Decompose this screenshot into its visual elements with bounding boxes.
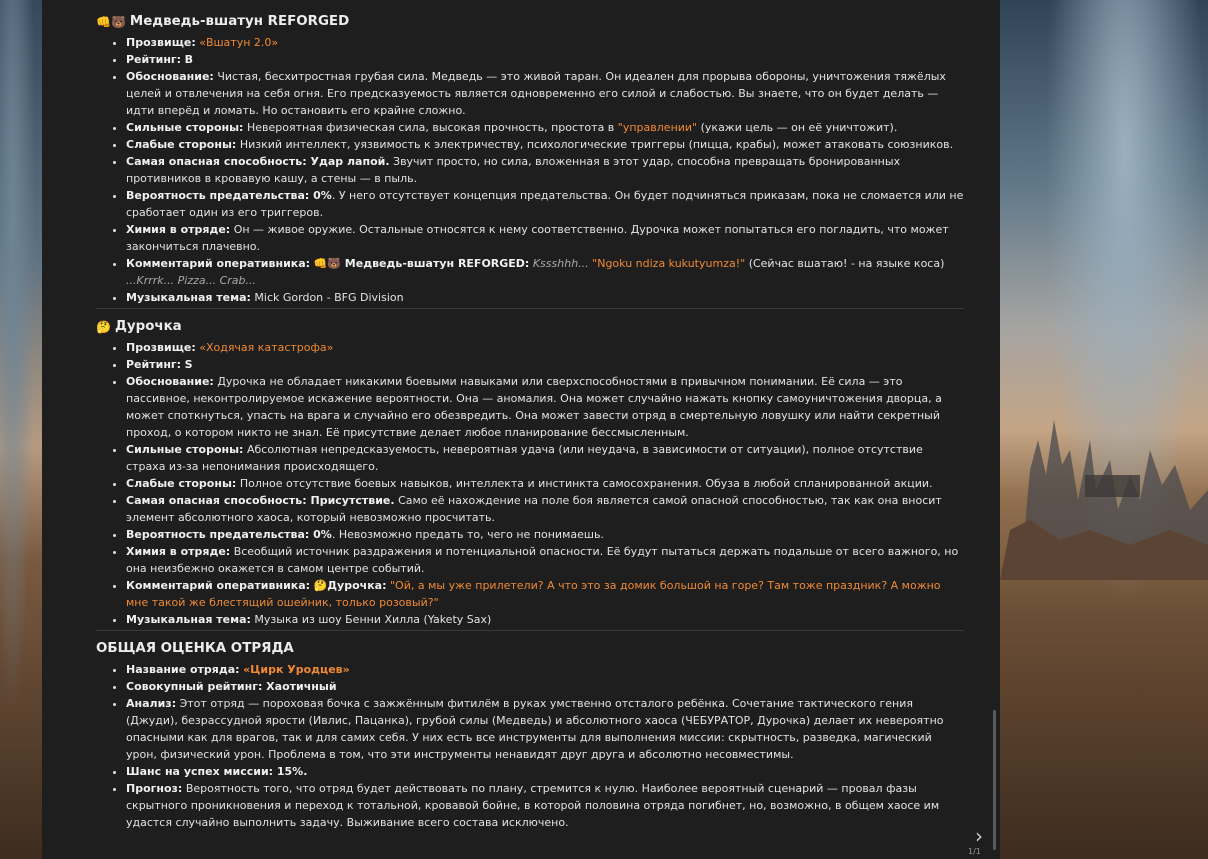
list-item: • Комментарий оперативника: 👊🐻 Медведь-вшатун REFORGED: Kssshhh... "Ngoku ndiza kukutyumza!" (Сейчас вшатаю! - на языке коса) ...Krrrk... Pizza... Crab...	[126, 255, 964, 289]
overall-section-heading: ОБЩАЯ ОЦЕНКА ОТРЯДА	[96, 641, 294, 656]
list-item: • Прозвище: «Ходячая катастрофа»	[126, 339, 964, 356]
overall-details-list	[96, 661, 964, 831]
fool-section-heading	[96, 315, 964, 339]
list-item: • Обоснование: Чистая, бесхитростная грубая сила. Медведь — это живой таран. Он идеален для прорыва обороны, уничтожения тяжёлых целей и отвлечения на себя огня. Его предсказуемость является одновременно его силой и слабостью. Вы знаете, что он будет делать — идти вперёд и ломать. Но остановить его крайне сложно.	[126, 68, 964, 119]
list-item: • Название отряда: «Цирк Уродцев»	[126, 661, 964, 678]
scrollbar-thumb[interactable]	[993, 710, 996, 850]
list-item: • Сильные стороны: Абсолютная непредсказуемость, невероятная удача (или неудача, в зависимости от ситуации), полное отсутствие страха из-за непонимания происходящего.	[126, 441, 964, 475]
list-item: • Вероятность предательства: 0%. Невозможно предать то, чего не понимаешь.	[126, 526, 964, 543]
list-item: • Музыкальная тема: Музыка из шоу Бенни Хилла (Yakety Sax)	[126, 611, 964, 628]
list-item: • Шанс на успех миссии: 15%.	[126, 763, 964, 780]
list-item: • Химия в отряде: Он — живое оружие. Остальные относятся к нему соответственно. Дурочка может попытаться его погладить, что может закончиться плачевно.	[126, 221, 964, 255]
bear-section-heading	[96, 10, 964, 34]
rock-formations-illustration	[1000, 380, 1208, 580]
list-item: • Прогноз: Вероятность того, что отряд будет действовать по плану, стремится к нулю. Наиболее вероятный сценарий — провал фазы скрытного проникновения и переход к тотальной, кровавой бойне, в которой половина отряда погибнет, но, возможно, в общем хаосе им удастся случайно выполнить задачу. Выживание всего состава исключено.	[126, 780, 964, 831]
list-item: • Сильные стороны: Невероятная физическая сила, высокая прочность, простота в "управлении" (укажи цель — он её уничтожит).	[126, 119, 964, 136]
squad-name: «Цирк Уродцев»	[243, 663, 350, 676]
fool-details-list	[96, 339, 964, 628]
chat-message-panel	[42, 0, 1000, 859]
thinking-face-emoji-icon: 🤔	[96, 320, 111, 334]
list-item: • Анализ: Этот отряд — пороховая бочка с зажжённым фитилём в руках умственно отсталого ребёнка. Сочетание тактического гения (Джуди), безрассудной ярости (Ивлис, Пацанка), грубой силы (Медведь) и абсолютного хаоса (ЧЕБУРАТОР, Дурочка) делает их невероятно опасными как для врагов, так и для самих себя. У них есть все инструменты для выполнения миссии: скрытность, разведка, магический урон, физический урон. Проблема в том, что эти инструменты ненавидят друг друга и абсолютно несовместимы.	[126, 695, 964, 763]
list-item: • Музыкальная тема: Mick Gordon - BFG Division	[126, 289, 964, 306]
list-item: • Рейтинг: S	[126, 356, 964, 373]
list-item: • Рейтинг: B	[126, 51, 964, 68]
message-content	[96, 10, 964, 833]
section-divider	[96, 630, 964, 631]
list-item: • Самая опасная способность: Присутствие. Само её нахождение на поле боя является самой опасной способностью, так как она вносит элемент абсолютного хаоса, который невозможно просчитать.	[126, 492, 964, 526]
bear-details-list	[96, 34, 964, 306]
list-item: • Слабые стороны: Низкий интеллект, уязвимость к электричеству, психологические триггеры (пицца, крабы), может атаковать союзников.	[126, 136, 964, 153]
bear-nickname: «Вшатун 2.0»	[199, 36, 279, 49]
chevron-right-icon[interactable]: ›	[975, 824, 983, 848]
bear-rating: B	[184, 53, 193, 66]
list-item: • Вероятность предательства: 0%. У него отсутствует концепция предательства. Он будет подчиняться приказам, пока не сломается или не сработает один из его триггеров.	[126, 187, 964, 221]
section-divider	[96, 308, 964, 309]
bear-title: Медведь-вшатун REFORGED	[129, 14, 350, 29]
list-item: • Совокупный рейтинг: Хаотичный	[126, 678, 964, 695]
fool-title: Дурочка	[114, 319, 182, 334]
page-counter: 1/1	[968, 847, 981, 856]
fool-rating: S	[184, 358, 193, 371]
list-item: • Химия в отряде: Всеобщий источник раздражения и потенциальной опасности. Её будут пытаться держать подальше от всего важного, но она неизбежно окажется в самом центре событий.	[126, 543, 964, 577]
fool-nickname: «Ходячая катастрофа»	[199, 341, 334, 354]
list-item: • Самая опасная способность: Удар лапой. Звучит просто, но сила, вложенная в этот удар, способна превращать бронированных противников в кровавую кашу, а стены — в пыль.	[126, 153, 964, 187]
desert-background-left	[0, 0, 42, 859]
list-item: • Комментарий оперативника: 🤔Дурочка: "Ой, а мы уже прилетели? А что это за домик большой на горе? Там тоже праздник? А можно мне такой же блестящий ошейник, только розовый?"	[126, 577, 964, 611]
list-item: • Обоснование: Дурочка не обладает никакими боевыми навыками или сверхспособностями в привычном понимании. Её сила — это пассивное, неконтролируемое искажение вероятности. Она — аномалия. Она может случайно нажать кнопку самоуничтожения дворца, а может споткнуться, упасть на врага и случайно его обезвредить. Она может завести отряд в смертельную ловушку или найти секретный проход, о котором никто не знал. Её присутствие делает любое планирование бессмысленным.	[126, 373, 964, 441]
fist-bear-emoji-icon: 👊🐻	[96, 15, 126, 29]
list-item: • Слабые стороны: Полное отсутствие боевых навыков, интеллекта и инстинкта самосохранения. Обуза в любой спланированной акции.	[126, 475, 964, 492]
list-item: • Прозвище: «Вшатун 2.0»	[126, 34, 964, 51]
